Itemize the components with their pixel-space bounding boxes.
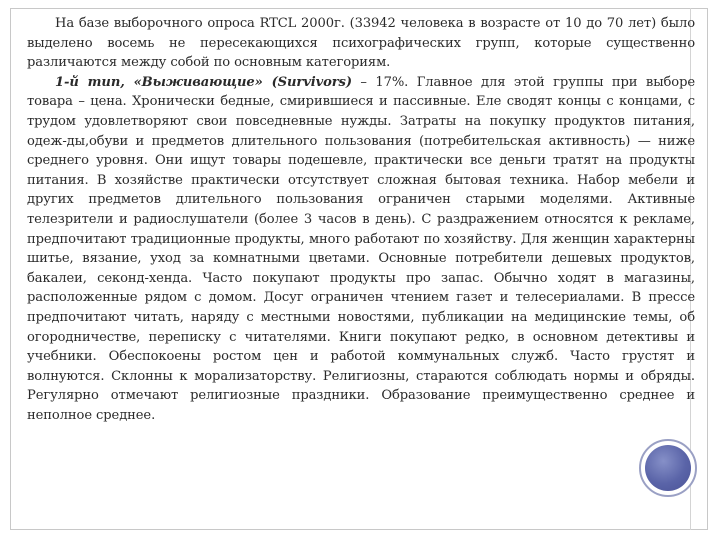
survivors-description: – 17%. Главное для этой группы при выборе товара – цена. Хронически бедные, смирившиеся и пассивные. Еле сводят концы с концами, с трудом удовлетворяют свои повседневные нужды. Затраты на покупку продуктов питания, одеж-ды,обуви и предметов длительного пользования (потребительская активность) — ниже среднего уровня. Они ищут товары подешевле, практически все деньги тратят на продукты питания. В хозяйстве практически отсутствует сложная бытовая техника. Набор мебели и других предметов длительного пользования ограничен старыми моделями. Активные телезрители и радиослушатели (более 3 часов в день). С раздражением относятся к рекламе, предпочитают традиционные продукты, много работают по хозяйству. Для женщин характерны шитье, вязание, уход за комнатными цветами. Основные потребители дешевых продуктов, бакалеи, секонд-хенда. Часто покупают продукты про запас. Обычно ходят в магазины, расположенные рядом с домом. Досуг ограничен чтением газет и телесериалами. В прессе предпочитают читать, наряду с местными новостями, публикации на медицинские темы, об огородничестве, переписку с читателями. Книги покупают редко, в основном детективы и учебники. Обеспокоены ростом цен и работой коммунальных служб. Часто грустят и волнуются. Склонны к морализаторству. Религиозны, стараются соблюдать нормы и обряды. Регулярно отмечают религиозные праздники. Образование преимущественно среднее и неполное среднее. — [27, 74, 696, 423]
decorative-circle — [645, 445, 691, 491]
intro-paragraph: На базе выборочного опроса RTCL 2000г. (33942 человека в возрасте от 10 до 70 лет) было выделено восемь не пересекающихся психографических групп, которые существенно различаются между собой по основным категориям. — [27, 16, 695, 71]
body-text — [27, 14, 695, 425]
survivors-heading: 1-й тип, «Выживающие» (Survivors) — [55, 74, 352, 90]
survivors-paragraph — [27, 73, 695, 426]
